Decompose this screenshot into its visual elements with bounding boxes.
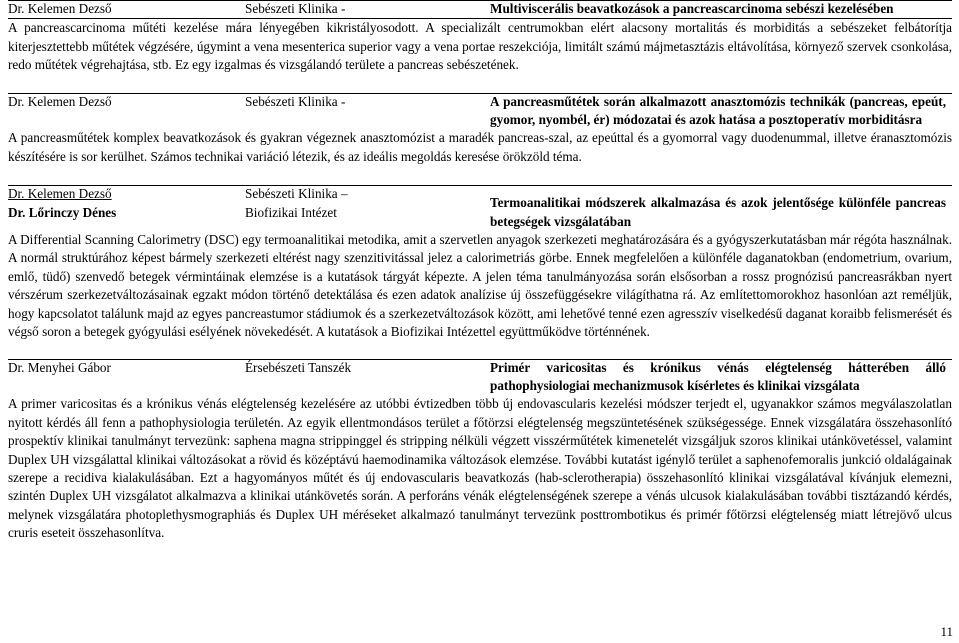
topic-title: A pancreasműtétek során alkalmazott anasztomózis technikák (pancreas, epeút, gyomor, nyombél, ér) módozatai és azok hatása a posztoperatív morbiditásra (490, 93, 946, 128)
department-name: Sebészeti Klinika - (245, 93, 346, 109)
research-topic-entry (8, 93, 952, 167)
document-page (8, 0, 952, 543)
author-list (8, 185, 245, 231)
topic-title: Primér varicositas és krónikus vénás elégtelenség hátterében álló pathophysiologiai mechanizmusok kísérletes és klinikai vizsgálata (490, 359, 946, 393)
topic-description: A Differential Scanning Calorimetry (DSC) egy termoanalitikai metodika, amit a szervetlen anyagok szerkezeti meghatározására és a gyógyszerkutatásban már régóta használnak. A normál struktúrához képest bármely szerkezeti eltérést nagy szenzitivitással jelez a calorimetriás görbe. Ennek megfelelően a különféle daganatokban (endometrium, ovarium, emlő, tüdő) szenvedő betegek vérmintáinak elemzése is a kutatások tárgyát képezte. A jelen téma tanulmányozása során elsősorban a rossz prognózisú pancreasrákban nyert vérszérum szerkezetváltozásainak egzakt módon történő detektálása és ezen adatok analízise új összefüggésekre világíthatna rá. Az említettomorokhoz hasonlóan azt reméljük, hogy kapcsolatot találunk majd az egyes pancreastumor stádiumok és a szerkezetváltozások között, ami lehetővé tenné ezen agresszív viselkedésű daganat koraibb felismerését és végső soron a betegek gyógyulási esélyének növekedését. A kutatások a Biofizikai Intézettel együttműködve történnének. (8, 232, 952, 340)
author-name: Dr. Kelemen Dezső (8, 1, 112, 16)
department-name: Sebészeti Klinika - (245, 1, 346, 16)
author-name: Dr. Kelemen Dezső (8, 186, 112, 202)
topic-description: A pancreascarcinoma műtéti kezelése mára lényegében kikristályosodott. A specializált centrumokban elért alacsony mortalitás és morbiditás a sebészeket felbátorítja kiterjesztettebb műtétek végzésére, úgymint a vena mesenterica superior vagy a vena portae reszekciója, limitált számú májmetasztázis eltávolítása, környező szervek csonkolása, redo műtétek végrehajtása, stb. Ez egy izgalmas és vizsgálandó területe a pancreas sebészetének. (8, 20, 952, 73)
topic-title: Multiviscerális beavatkozások a pancreascarcinoma sebészi kezelésében (490, 1, 894, 16)
author-name: Dr. Kelemen Dezső (8, 93, 112, 109)
topic-description: A primer varicositas és a krónikus vénás elégtelenség kezelésére az utóbbi évtizedben több új endovascularis kezelési módszer terjedt el, ugyanakkor számos megválaszolatlan nyitott kérdés áll fenn a pathophysiologia területén. Az egyik ellentmondásos terület a főtörzsi elégtelenség megszüntetésének szükségessége. Ennek vizsgálatára összehasonlító prospektív klinikai tanulmányt tervezünk: saphena magna strippinggel és stripping nélküli végzett visszérműtétek kimenetelét vizsgáljuk szoros klinikai utánkövetéssel, valamint Duplex UH vizsgálattal klinikai változásokat a rövid és középtávú haemodinamika változások elemzése. További kutatást igénylő terület a saphenofemoralis junkció oldalágainak szerepe a recidiva kialakulásában. Ezt a hagyományos műtét és új endovascularis beavatkozás (hab-sclerotherapia) összehasonlító klinikai vizsgálatával kívánjuk elemezni, szintén Duplex UH vizsgálatot alkalmazva a klinikai utánkövetés során. A perforáns vénák elégtelenségének szerepe a vénás ulcusok kialakulásában további tisztázandó kérdés, melynek vizsgálatára photoplethysmographiás és Duplex UH méréseket alkalmazó tanulmányt tervezünk posttrombotikus és primér főtörzsi elégtelenség miatt létrejövő ulcus cruris eseteit összehasonlítva. (8, 396, 952, 541)
entry-header (8, 0, 952, 19)
author-name: Dr. Lőrinczy Dénes (8, 204, 117, 220)
department-list (245, 185, 490, 231)
research-topic-entry (8, 359, 952, 543)
page-number: 11 (940, 623, 953, 639)
department-name: Sebészeti Klinika – (245, 186, 348, 202)
entry-header (8, 185, 952, 231)
entry-header (8, 359, 952, 396)
department-name: Biofizikai Intézet (245, 204, 337, 220)
entry-header (8, 93, 952, 130)
author-name: Dr. Menyhei Gábor (8, 359, 111, 375)
topic-description: A pancreasműtétek komplex beavatkozások és gyakran végeznek anasztomózist a maradék pancreas-szal, az epeúttal és a gyomorral vagy duodenummal, illetve éranasztomózis készítésére is sor kerülhet. Számos technikai variáció létezik, és az ideális megoldás keresése örökzöld téma. (8, 130, 952, 164)
research-topic-entry (8, 185, 952, 341)
topic-title: Termoanalitikai módszerek alkalmazása és azok jelentősége különféle pancreas betegségek vizsgálatában (490, 195, 946, 229)
department-name: Érsebészeti Tanszék (245, 359, 352, 375)
research-topic-entry (8, 0, 952, 75)
